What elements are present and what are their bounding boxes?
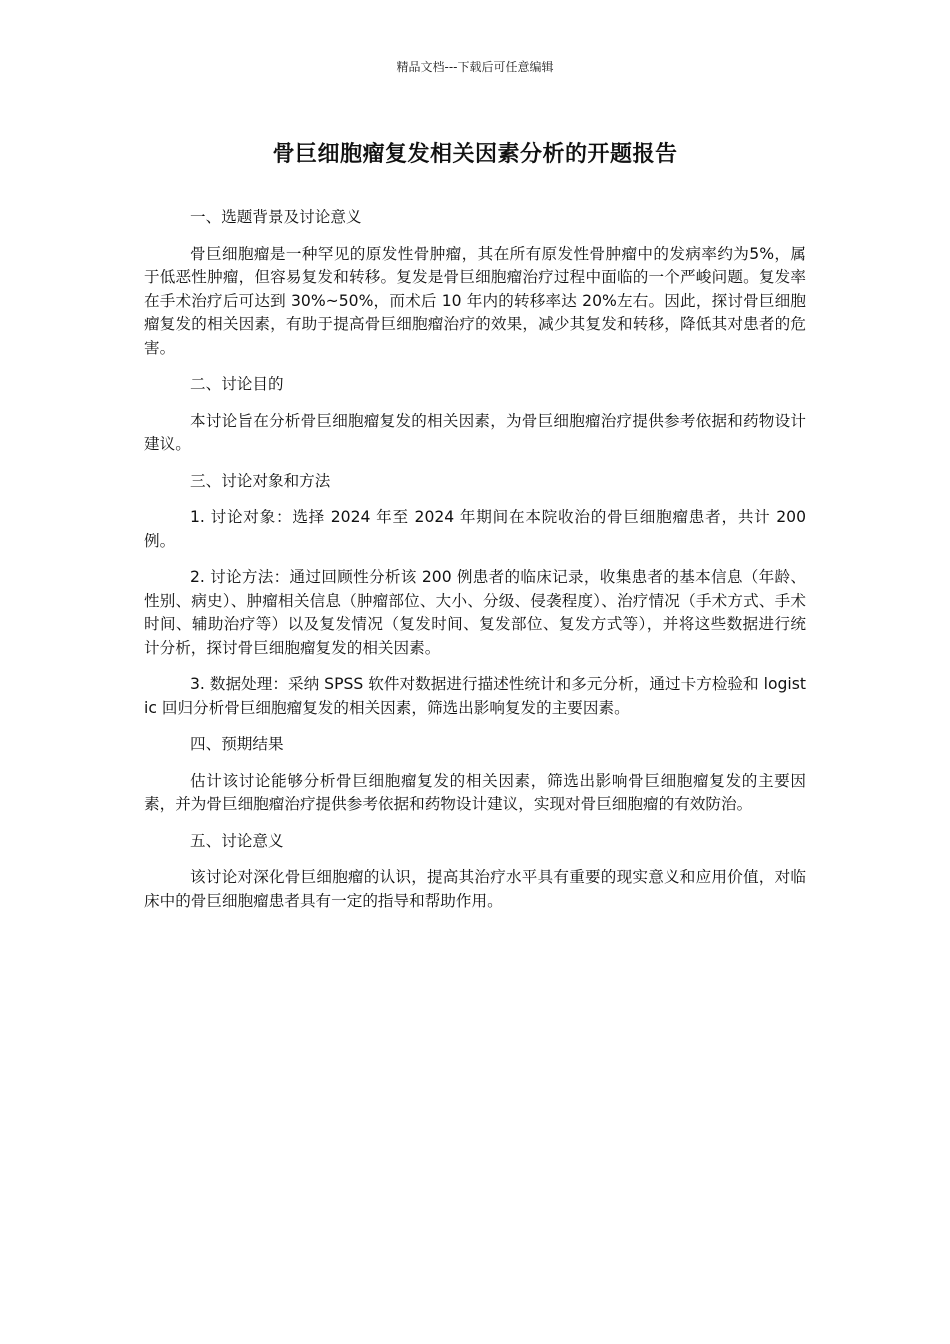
document-title: 骨巨细胞瘤复发相关因素分析的开题报告: [272, 142, 678, 167]
paragraph-expected-results: 估计该讨论能够分析骨巨细胞瘤复发的相关因素，筛选出影响骨巨细胞瘤复发的主要因素，并为骨巨细胞瘤治疗提供参考依据和药物设计建议，实现对骨巨细胞瘤的有效防治。: [144, 771, 806, 813]
page-header-note: 精品文档---下载后可任意编辑: [396, 60, 554, 74]
section-heading-methods: 三、讨论对象和方法: [190, 471, 331, 490]
paragraph-purpose: 本讨论旨在分析骨巨细胞瘤复发的相关因素，为骨巨细胞瘤治疗提供参考依据和药物设计建议。: [144, 411, 806, 453]
section-heading-purpose: 二、讨论目的: [190, 375, 284, 393]
paragraph-data-processing: 3. 数据处理：采纳 SPSS 软件对数据进行描述性统计和多元分析，通过卡方检验和 logistic 回归分析骨巨细胞瘤复发的相关因素，筛选出影响复发的主要因素。: [144, 675, 806, 717]
paragraph-significance: 该讨论对深化骨巨细胞瘤的认识，提高其治疗水平具有重要的现实意义和应用价值，对临床中的骨巨细胞瘤患者具有一定的指导和帮助作用。: [144, 868, 806, 910]
section-heading-background: 一、选题背景及讨论意义: [190, 208, 362, 226]
section-heading-expected-results: 四、预期结果: [190, 735, 284, 753]
paragraph-subjects: 1. 讨论对象：选择 2024 年至 2024 年期间在本院收治的骨巨细胞瘤患者，共计 200 例。: [144, 508, 806, 550]
document-body: [144, 206, 806, 926]
paragraph-background: 骨巨细胞瘤是一种罕见的原发性骨肿瘤，其在所有原发性骨肿瘤中的发病率约为5%，属于低恶性肿瘤，但容易复发和转移。复发是骨巨细胞瘤治疗过程中面临的一个严峻问题。复发率在手术治疗后可达到 30%~50%，而术后 10 年内的转移率达 20%左右。因此，探讨骨巨细胞瘤复发的相关因素，有助于提高骨巨细胞瘤治疗的效果，减少其复发和转移，降低其对患者的危害。: [144, 244, 806, 357]
section-heading-significance: 五、讨论意义: [190, 831, 284, 850]
paragraph-methods: 2. 讨论方法：通过回顾性分析该 200 例患者的临床记录，收集患者的基本信息（年龄、性别、病史）、肿瘤相关信息（肿瘤部位、大小、分级、侵袭程度）、治疗情况（手术方式、手术时间、辅助治疗等）以及复发情况（复发时间、复发部位、复发方式等），并将这些数据进行统计分析，探讨骨巨细胞瘤复发的相关因素。: [144, 568, 806, 657]
